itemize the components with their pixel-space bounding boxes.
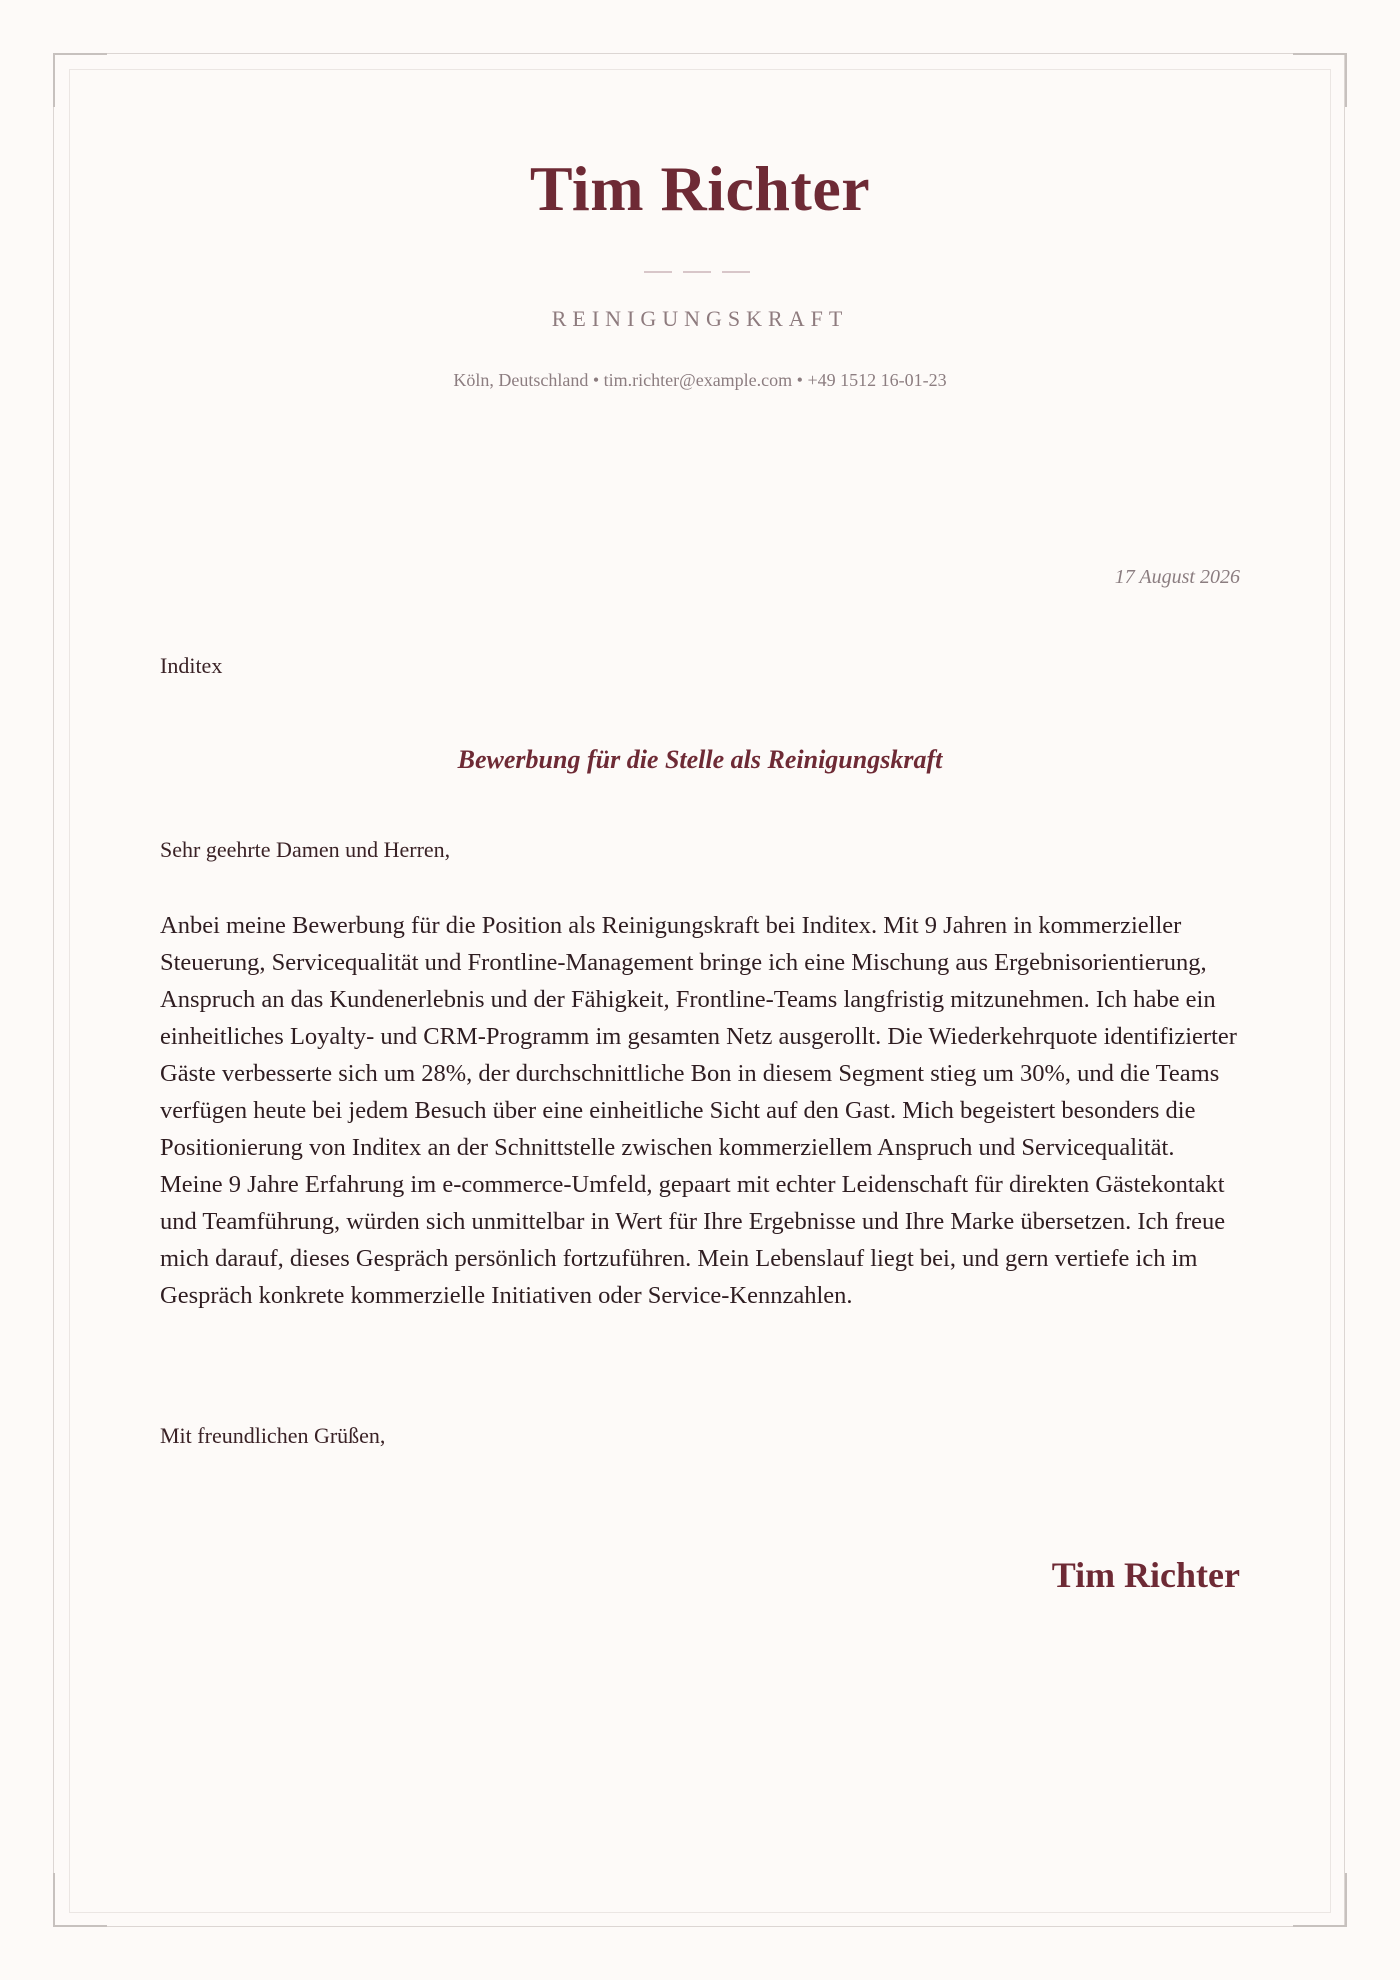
- signature: Tim Richter: [1051, 1555, 1240, 1595]
- divider-dash: [644, 271, 672, 273]
- closing: Mit freundlichen Grüßen,: [160, 1423, 386, 1448]
- divider-dash: [683, 271, 711, 273]
- header-divider: [644, 271, 750, 273]
- job-title: REINIGUNGSKRAFT: [551, 306, 849, 331]
- subject-line: Bewerbung für die Stelle als Reinigungskraft: [457, 745, 943, 774]
- salutation: Sehr geehrte Damen und Herren,: [160, 837, 451, 862]
- recipient: Inditex: [160, 653, 223, 678]
- letter-date: 17 August 2026: [1114, 566, 1240, 588]
- contact-line: Köln, Deutschland • tim.richter@example.com • +49 1512 16-01-23: [453, 370, 947, 390]
- letter-body: Anbei meine Bewerbung für die Position als Reinigungskraft bei Inditex. Mit 9 Jahren in kommerzieller Steuerung, Servicequalität und Frontline-Management bringe ich eine Mischung aus Ergebnisorientierung, Anspruch an das Kundenerlebnis und der Fähigkeit, Frontline-Teams langfristig mitzunehmen. Ich habe ein einheitliches Loyalty- und CRM-Programm im gesamten Netz ausgerollt. Die Wiederkehrquote identifizierter Gäste verbesserte sich um 28%, der durchschnittliche Bon in diesem Segment stieg um 30%, und die Teams verfügen heute bei jedem Besuch über eine einheitliche Sicht auf den Gast. Mich begeistert besonders die Positionierung von Inditex an der Schnittstelle zwischen kommerziellem Anspruch und Servicequalität. Meine 9 Jahre Erfahrung im e-commerce-Umfeld, gepaart mit echter Leidenschaft für direkten Gästekontakt und Teamführung, würden sich unmittelbar in Wert für Ihre Ergebnisse und Ihre Marke übersetzen. Ich freue mich darauf, dieses Gespräch persönlich fortzuführen. Mein Lebenslauf liegt bei, und gern vertiefe ich im Gespräch konkrete kommerzielle Initiativen oder Service-Kennzahlen.: [160, 912, 1237, 1309]
- corner-ornament-top-left: [53, 53, 107, 107]
- corner-ornament-bottom-right: [1293, 1873, 1347, 1927]
- divider-dash: [722, 271, 750, 273]
- corner-ornament-bottom-left: [53, 1873, 107, 1927]
- applicant-name: Tim Richter: [529, 153, 871, 224]
- corner-ornament-top-right: [1293, 53, 1347, 107]
